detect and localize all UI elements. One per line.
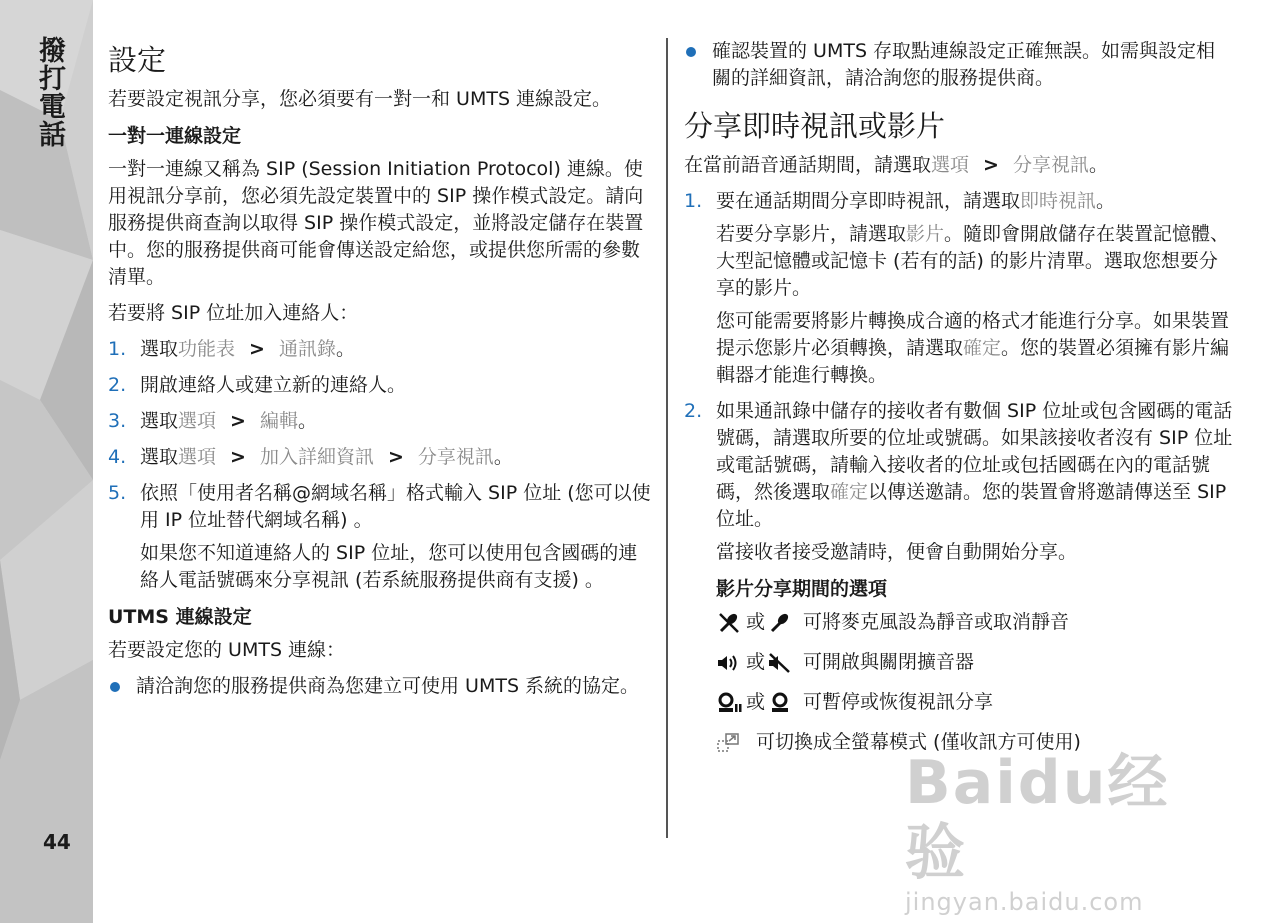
step-subtext: 如果您不知道連絡人的 SIP 位址，您可以使用包含國碼的連絡人電話號碼來分享視訊 (若系統服務提供商有支援) 。: [140, 542, 638, 591]
step-text: 。: [493, 446, 513, 468]
step-text: 您可能需要將影片轉換成合適的格式才能進行分享。如果裝置提示您影片必須轉換，請選取: [716, 310, 1230, 359]
watermark-logo: Baidu经验: [905, 748, 1170, 888]
menu-separator: >: [983, 154, 999, 176]
menu-path-item: 即時視訊: [1020, 190, 1097, 212]
resume-share-icon: [767, 690, 793, 716]
chapter-sidebar: [0, 0, 93, 923]
menu-path-item: 功能表: [178, 338, 236, 360]
menu-path-item: 影片: [906, 223, 945, 245]
step-number: 3.: [108, 410, 127, 432]
step-text: 。隨即會開啟儲存在裝置記憶體、大型記憶體或記憶卡 (若有的話) 的影片清單。選取您想要分享的影片。: [716, 223, 1230, 299]
list-item: [108, 408, 653, 435]
intro-text: 在當前語音通話期間，請選取: [684, 154, 932, 176]
or-word: 或: [746, 651, 766, 673]
column-divider: [666, 38, 668, 838]
step-number: 4.: [108, 446, 127, 468]
sip-steps: [108, 336, 653, 594]
menu-separator: >: [387, 446, 404, 468]
menu-separator: >: [230, 410, 246, 432]
mic-mute-icon: [716, 610, 742, 636]
step-number: 2.: [108, 374, 127, 396]
step-text: 選取: [140, 410, 179, 432]
umts-text: 若要設定您的 UMTS 連線：: [108, 639, 346, 661]
step-text: 開啟連絡人或建立新的連絡人。: [140, 374, 407, 396]
watermark-url: jingyan.baidu.com: [905, 888, 1144, 916]
chapter-title: 撥打電話: [34, 36, 65, 148]
menu-path-item: 選項: [178, 410, 217, 432]
list-item: [684, 398, 1234, 566]
step-text: 。: [335, 338, 355, 360]
step-text: 選取: [140, 338, 179, 360]
menu-path-item: 分享視訊: [1012, 154, 1089, 176]
step-subtext: 當接收者接受邀請時，便會自動開始分享。: [716, 541, 1078, 563]
step-number: 5.: [108, 482, 127, 504]
option-description: 可暫停或恢復視訊分享: [803, 691, 994, 713]
options-heading: 影片分享期間的選項: [716, 578, 888, 600]
option-description: 可開啟與關閉擴音器: [803, 651, 975, 673]
option-row-speaker: [716, 649, 1234, 676]
menu-path-item: 分享視訊: [417, 446, 494, 468]
pause-share-icon: [716, 690, 742, 716]
menu-path-item: 確定: [963, 337, 1002, 359]
menu-path-item: 加入詳細資訊: [259, 446, 374, 468]
settings-intro: 若要設定視訊分享，您必須要有一對一和 UMTS 連線設定。: [108, 88, 612, 110]
p2p-heading: 一對一連線設定: [108, 125, 242, 147]
menu-path-item: 選項: [931, 154, 970, 176]
step-number: 1.: [684, 190, 703, 212]
list-item: [108, 480, 653, 594]
step-text: 。: [1096, 190, 1116, 212]
step-text: 如果通訊錄中儲存的接收者有數個 SIP 位址或包含國碼的電話號碼，請選取所要的位址或號碼。如果該接收者沒有 SIP 位址或電話號碼，請輸入接收者的位址或包括國碼在內的電話號碼，然後選取: [716, 400, 1233, 503]
menu-path-item: 編輯: [259, 410, 298, 432]
step-subtext: [716, 221, 1234, 302]
add-sip-text: 若要將 SIP 位址加入連絡人：: [108, 302, 359, 324]
right-column: [684, 38, 1234, 769]
or-word: 或: [746, 611, 766, 633]
share-steps: [684, 188, 1234, 566]
option-description: 可將麥克風設為靜音或取消靜音: [803, 611, 1070, 633]
menu-path-item: 選項: [178, 446, 217, 468]
step-text: 若要分享影片，請選取: [716, 223, 907, 245]
option-row-mic: [716, 609, 1234, 636]
option-description: 可切換成全螢幕模式 (僅收訊方可使用): [756, 731, 1081, 753]
umts-bullets-continued: [684, 38, 1234, 92]
list-item: [108, 444, 653, 471]
menu-separator: >: [230, 446, 246, 468]
left-column: [108, 40, 653, 709]
speaker-on-icon: [716, 650, 742, 676]
step-text: 依照「使用者名稱@網域名稱」格式輸入 SIP 位址 (您可以使用 IP 位址替代網域名稱) 。: [140, 482, 651, 531]
step-text: 以傳送邀請。您的裝置會將邀請傳送至 SIP 位址。: [716, 481, 1227, 530]
list-item: [108, 372, 653, 399]
share-intro: [684, 152, 1234, 179]
step-subtext: [716, 308, 1234, 389]
step-text: 。: [297, 410, 317, 432]
mic-icon: [767, 610, 793, 636]
list-item: 確認裝置的 UMTS 存取點連線設定正確無誤。如需與設定相關的詳細資訊，請洽詢您的服務提供商。: [684, 38, 1234, 92]
step-text: 要在通話期間分享即時視訊，請選取: [716, 190, 1021, 212]
step-number: 1.: [108, 338, 127, 360]
umts-heading: UTMS 連線設定: [108, 606, 252, 628]
intro-text: 。: [1088, 154, 1108, 176]
list-item: 請洽詢您的服務提供商為您建立可使用 UMTS 系統的協定。: [108, 673, 653, 700]
step-text: 選取: [140, 446, 179, 468]
option-row-pause: [716, 689, 1234, 716]
menu-separator: >: [249, 338, 265, 360]
list-item: [684, 188, 1234, 389]
step-text: 。您的裝置必須擁有影片編輯器才能進行轉換。: [716, 337, 1230, 386]
section-heading-share: 分享即時視訊或影片: [684, 109, 946, 143]
p2p-text: 一對一連線又稱為 SIP (Session Initiation Protocol) 連線。使用視訊分享前，您必須先設定裝置中的 SIP 操作模式設定。請向服務提供商查詢以取得 SIP 操作模式設定，並將設定儲存在裝置中。您的服務提供商可能會傳送設定給您，或提供您所需的參數清單。: [108, 158, 644, 288]
speaker-off-icon: [767, 650, 793, 676]
page-number: 44: [43, 830, 71, 854]
fullscreen-icon: [716, 730, 742, 756]
step-number: 2.: [684, 400, 703, 422]
menu-path-item: 確定: [830, 481, 869, 503]
menu-path-item: 通訊錄: [278, 338, 336, 360]
list-item: [108, 336, 653, 363]
or-word: 或: [746, 691, 766, 713]
section-heading-settings: 設定: [108, 43, 167, 77]
option-row-fullscreen: [716, 729, 1234, 756]
umts-bullets: [108, 673, 653, 700]
